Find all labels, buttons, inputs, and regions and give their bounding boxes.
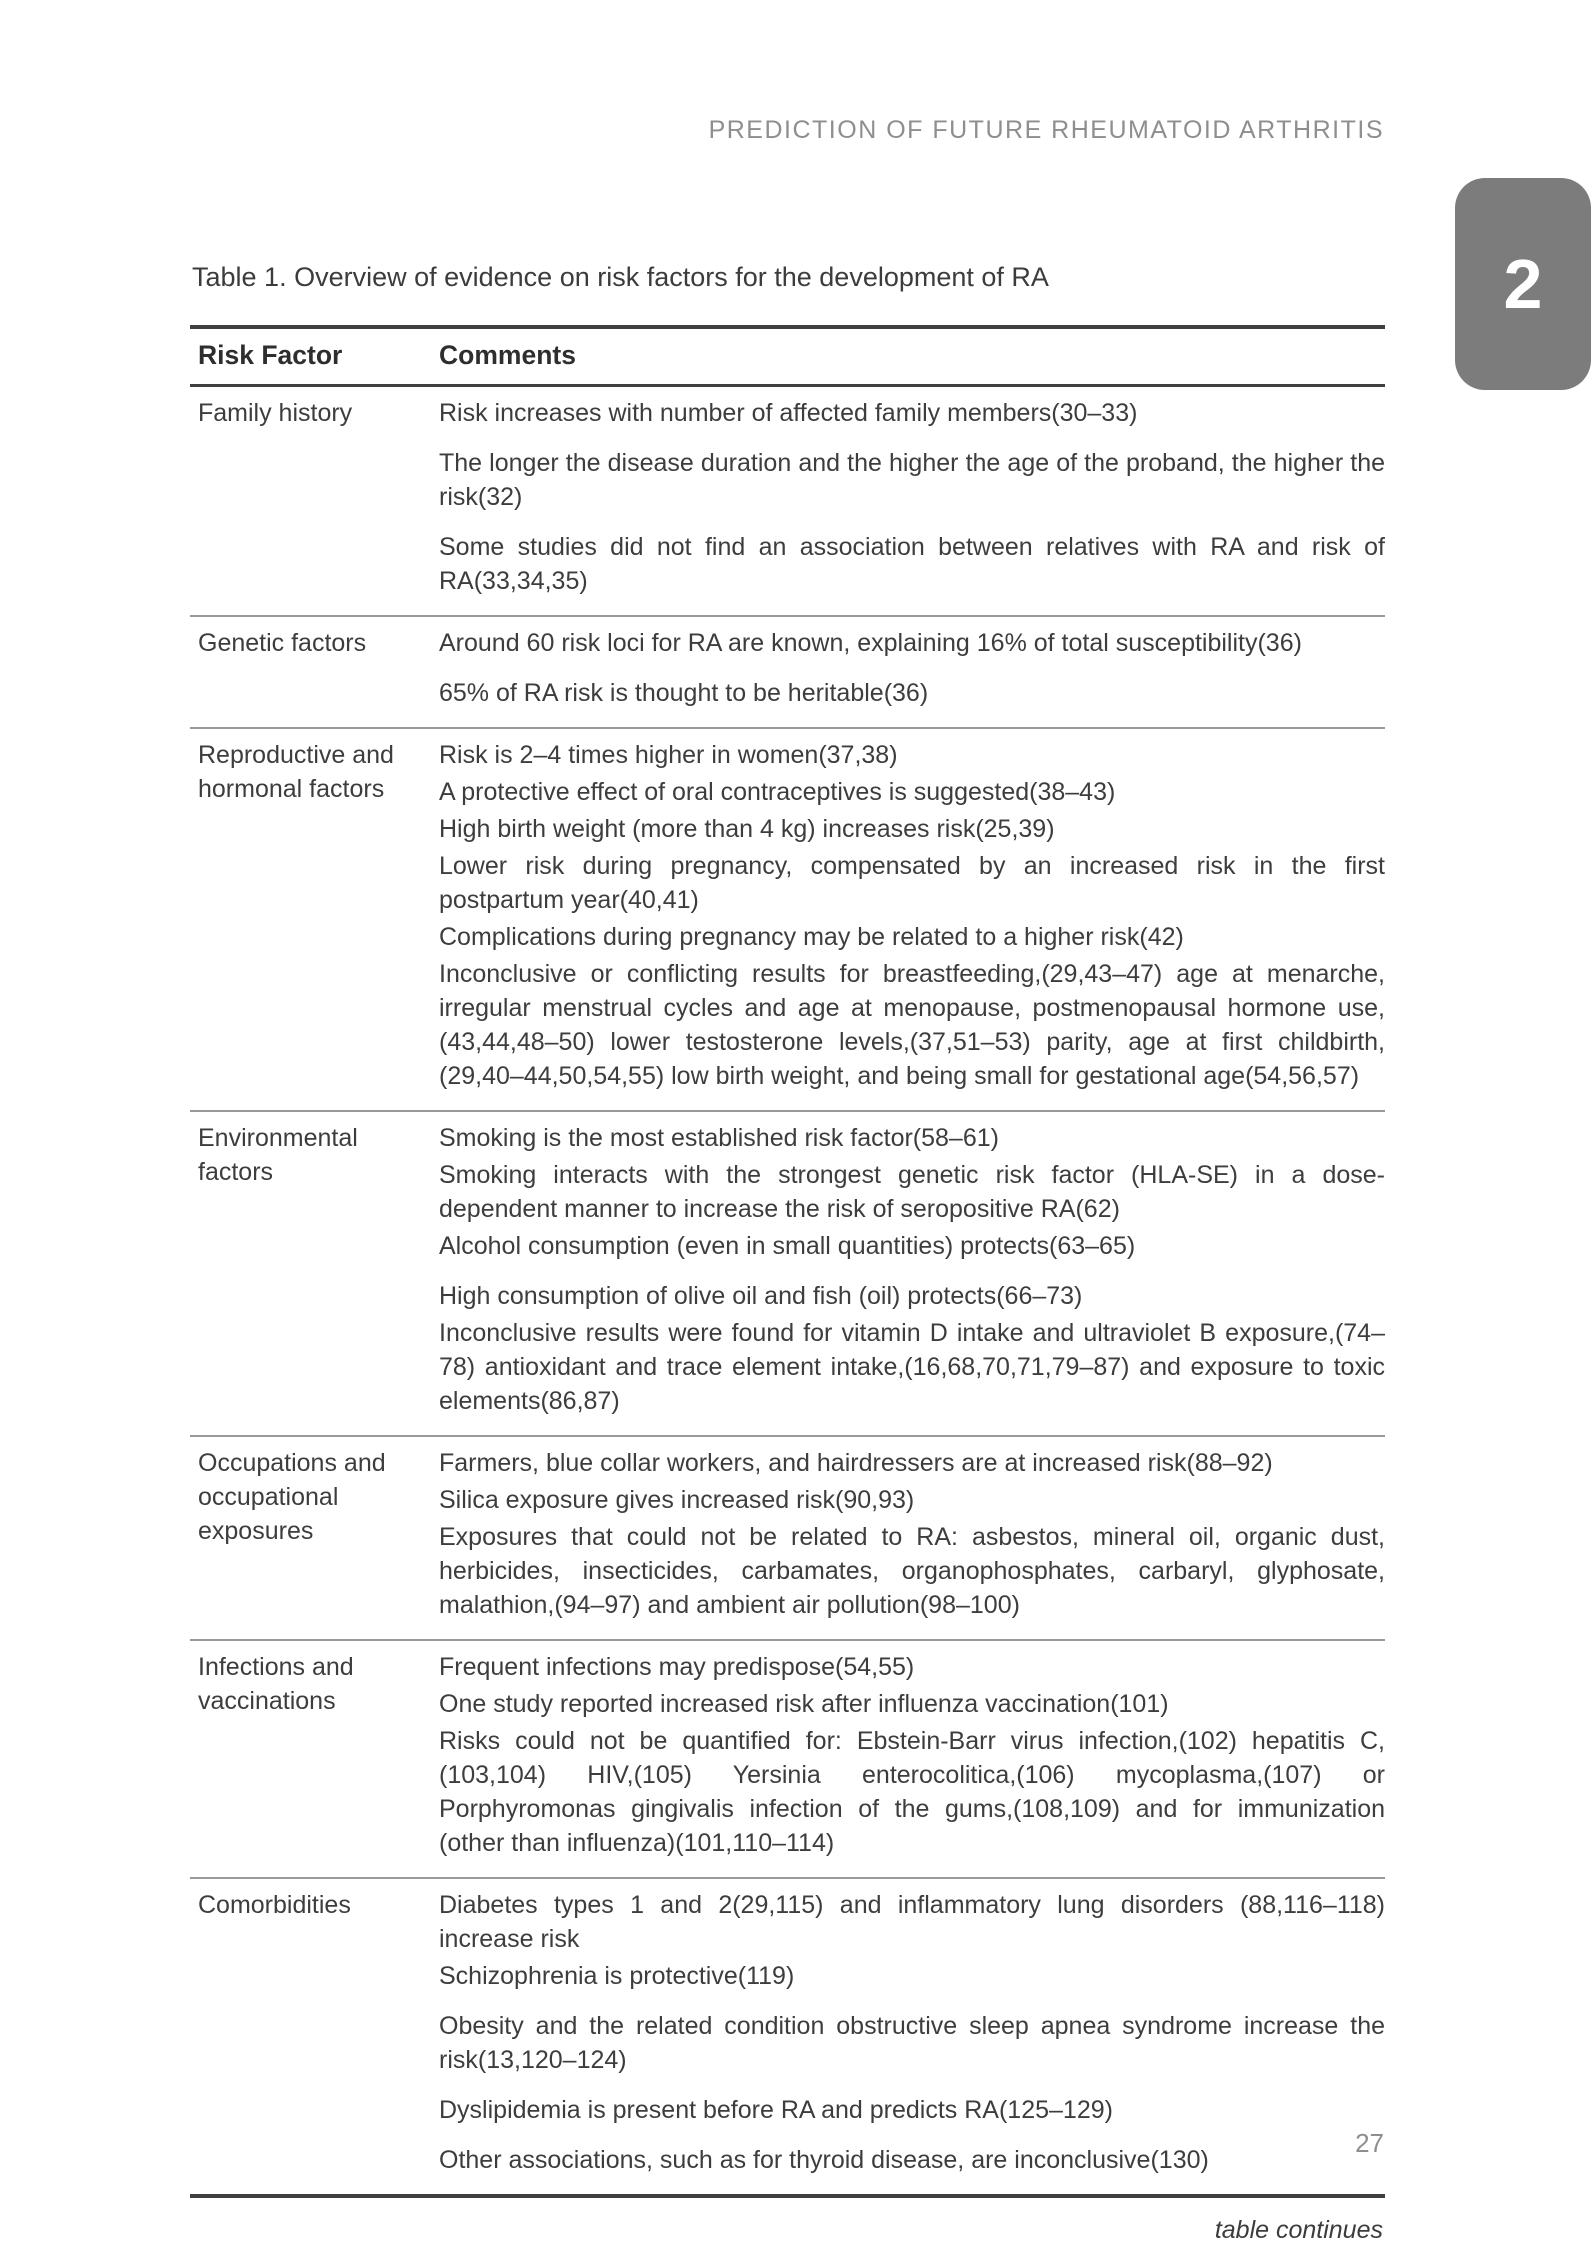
comment-paragraph: Farmers, blue collar workers, and hairdressers are at increased risk(88–92) bbox=[439, 1449, 1273, 1477]
running-head: PREDICTION OF FUTURE RHEUMATOID ARTHRITIS bbox=[708, 116, 1384, 144]
chapter-tab bbox=[1455, 178, 1591, 390]
comment-paragraph: Smoking is the most established risk factor(58–61) bbox=[439, 1124, 999, 1152]
table-row bbox=[190, 1878, 1385, 2196]
comment-paragraph: Alcohol consumption (even in small quantities) protects(63–65) bbox=[439, 1232, 1136, 1260]
comments-cell bbox=[431, 1878, 1385, 2196]
comment-paragraph: Risks could not be quantified for: Ebstein-Barr virus infection,(102) hepatitis C,(103,104) HIV,(105) Yersinia enterocolitica,(106) mycoplasma,(107) or Porphyromonas gingivalis infection of the gums,(108,109) and for immunization (other than influenza)(101,110–114) bbox=[439, 1727, 1385, 1857]
comment-paragraph: Inconclusive or conflicting results for breastfeeding,(29,43–47) age at menarche, irregular menstrual cycles and age at menopause, postmenopausal hormone use,(43,44,48–50) lower testosterone levels,(37,51–53) parity, age at first childbirth,(29,40–44,50,54,55) low birth weight, and being small for gestational age(54,56,57) bbox=[439, 960, 1385, 1090]
risk-factor-cell: Environmental factors bbox=[190, 1111, 431, 1436]
comments-cell bbox=[431, 1640, 1385, 1878]
table-row bbox=[190, 728, 1385, 1111]
table-header-row bbox=[190, 327, 1385, 386]
comment-paragraph: Risk is 2–4 times higher in women(37,38) bbox=[439, 741, 898, 769]
table-row bbox=[190, 1111, 1385, 1436]
comment-paragraph: Schizophrenia is protective(119) bbox=[439, 1962, 795, 1990]
table-body bbox=[190, 386, 1385, 2197]
comment-paragraph: Obesity and the related condition obstructive sleep apnea syndrome increase the risk(13,120–124) bbox=[439, 2012, 1385, 2074]
comments-cell bbox=[431, 728, 1385, 1111]
comment-paragraph: Exposures that could not be related to RA: asbestos, mineral oil, organic dust, herbicides, insecticides, carbamates, organophosphates, carbaryl, glyphosate, malathion,(94–97) and ambient air pollution(98–100) bbox=[439, 1523, 1385, 1619]
comment-paragraph: Some studies did not find an association between relatives with RA and risk of RA(33,34,35) bbox=[439, 533, 1385, 595]
page-content bbox=[190, 262, 1385, 2245]
table-row bbox=[190, 1436, 1385, 1640]
comment-paragraph: High birth weight (more than 4 kg) increases risk(25,39) bbox=[439, 815, 1055, 843]
risk-factor-cell: Comorbidities bbox=[190, 1878, 431, 2196]
comments-cell bbox=[431, 1111, 1385, 1436]
risk-factor-cell: Reproductive and hormonal factors bbox=[190, 728, 431, 1111]
comment-paragraph: A protective effect of oral contraceptives is suggested(38–43) bbox=[439, 778, 1116, 806]
risk-factor-cell: Family history bbox=[198, 399, 353, 427]
comment-paragraph: Inconclusive results were found for vitamin D intake and ultraviolet B exposure,(74–78) antioxidant and trace element intake,(16,68,70,71,79–87) and exposure to toxic elements(86,87) bbox=[439, 1319, 1385, 1415]
table-row bbox=[190, 1640, 1385, 1878]
comment-paragraph: The longer the disease duration and the higher the age of the proband, the higher the risk(32) bbox=[439, 449, 1385, 511]
comments-cell bbox=[431, 1436, 1385, 1640]
chapter-number: 2 bbox=[1503, 245, 1543, 323]
risk-factor-table bbox=[190, 325, 1385, 2198]
comment-paragraph: Around 60 risk loci for RA are known, explaining 16% of total susceptibility(36) bbox=[439, 629, 1302, 657]
comment-paragraph: Smoking interacts with the strongest genetic risk factor (HLA-SE) in a dose-dependent manner to increase the risk of seropositive RA(62) bbox=[439, 1161, 1385, 1223]
comment-paragraph: High consumption of olive oil and fish (oil) protects(66–73) bbox=[439, 1282, 1083, 1310]
comment-paragraph: Lower risk during pregnancy, compensated by an increased risk in the first postpartum year(40,41) bbox=[439, 852, 1385, 914]
comments-cell bbox=[431, 386, 1385, 617]
table-header bbox=[190, 327, 1385, 386]
comment-paragraph: Other associations, such as for thyroid disease, are inconclusive(130) bbox=[439, 2146, 1209, 2174]
comment-paragraph: Diabetes types 1 and 2(29,115) and inflammatory lung disorders (88,116–118) increase risk bbox=[439, 1891, 1385, 1953]
comment-paragraph: Frequent infections may predispose(54,55) bbox=[439, 1653, 915, 1681]
table-continues-note: table continues bbox=[1214, 2216, 1383, 2244]
comment-paragraph: 65% of RA risk is thought to be heritable(36) bbox=[439, 679, 929, 707]
risk-factor-cell: Occupations and occupational exposures bbox=[190, 1436, 431, 1640]
table-row bbox=[190, 386, 1385, 617]
comment-paragraph: Dyslipidemia is present before RA and predicts RA(125–129) bbox=[439, 2096, 1113, 2124]
page-number: 27 bbox=[1355, 2128, 1384, 2158]
comment-paragraph: Risk increases with number of affected family members(30–33) bbox=[439, 399, 1138, 427]
column-header-comments: Comments bbox=[431, 327, 1385, 386]
column-header-risk-factor: Risk Factor bbox=[190, 327, 431, 386]
comment-paragraph: Silica exposure gives increased risk(90,93) bbox=[439, 1486, 915, 1514]
table-title: Table 1. Overview of evidence on risk factors for the development of RA bbox=[192, 262, 1049, 292]
comments-cell bbox=[431, 616, 1385, 728]
table-row bbox=[190, 616, 1385, 728]
comment-paragraph: Complications during pregnancy may be related to a higher risk(42) bbox=[439, 923, 1184, 951]
comment-paragraph: One study reported increased risk after influenza vaccination(101) bbox=[439, 1690, 1169, 1718]
risk-factor-cell: Infections and vaccinations bbox=[190, 1640, 431, 1878]
risk-factor-cell: Genetic factors bbox=[190, 616, 431, 728]
